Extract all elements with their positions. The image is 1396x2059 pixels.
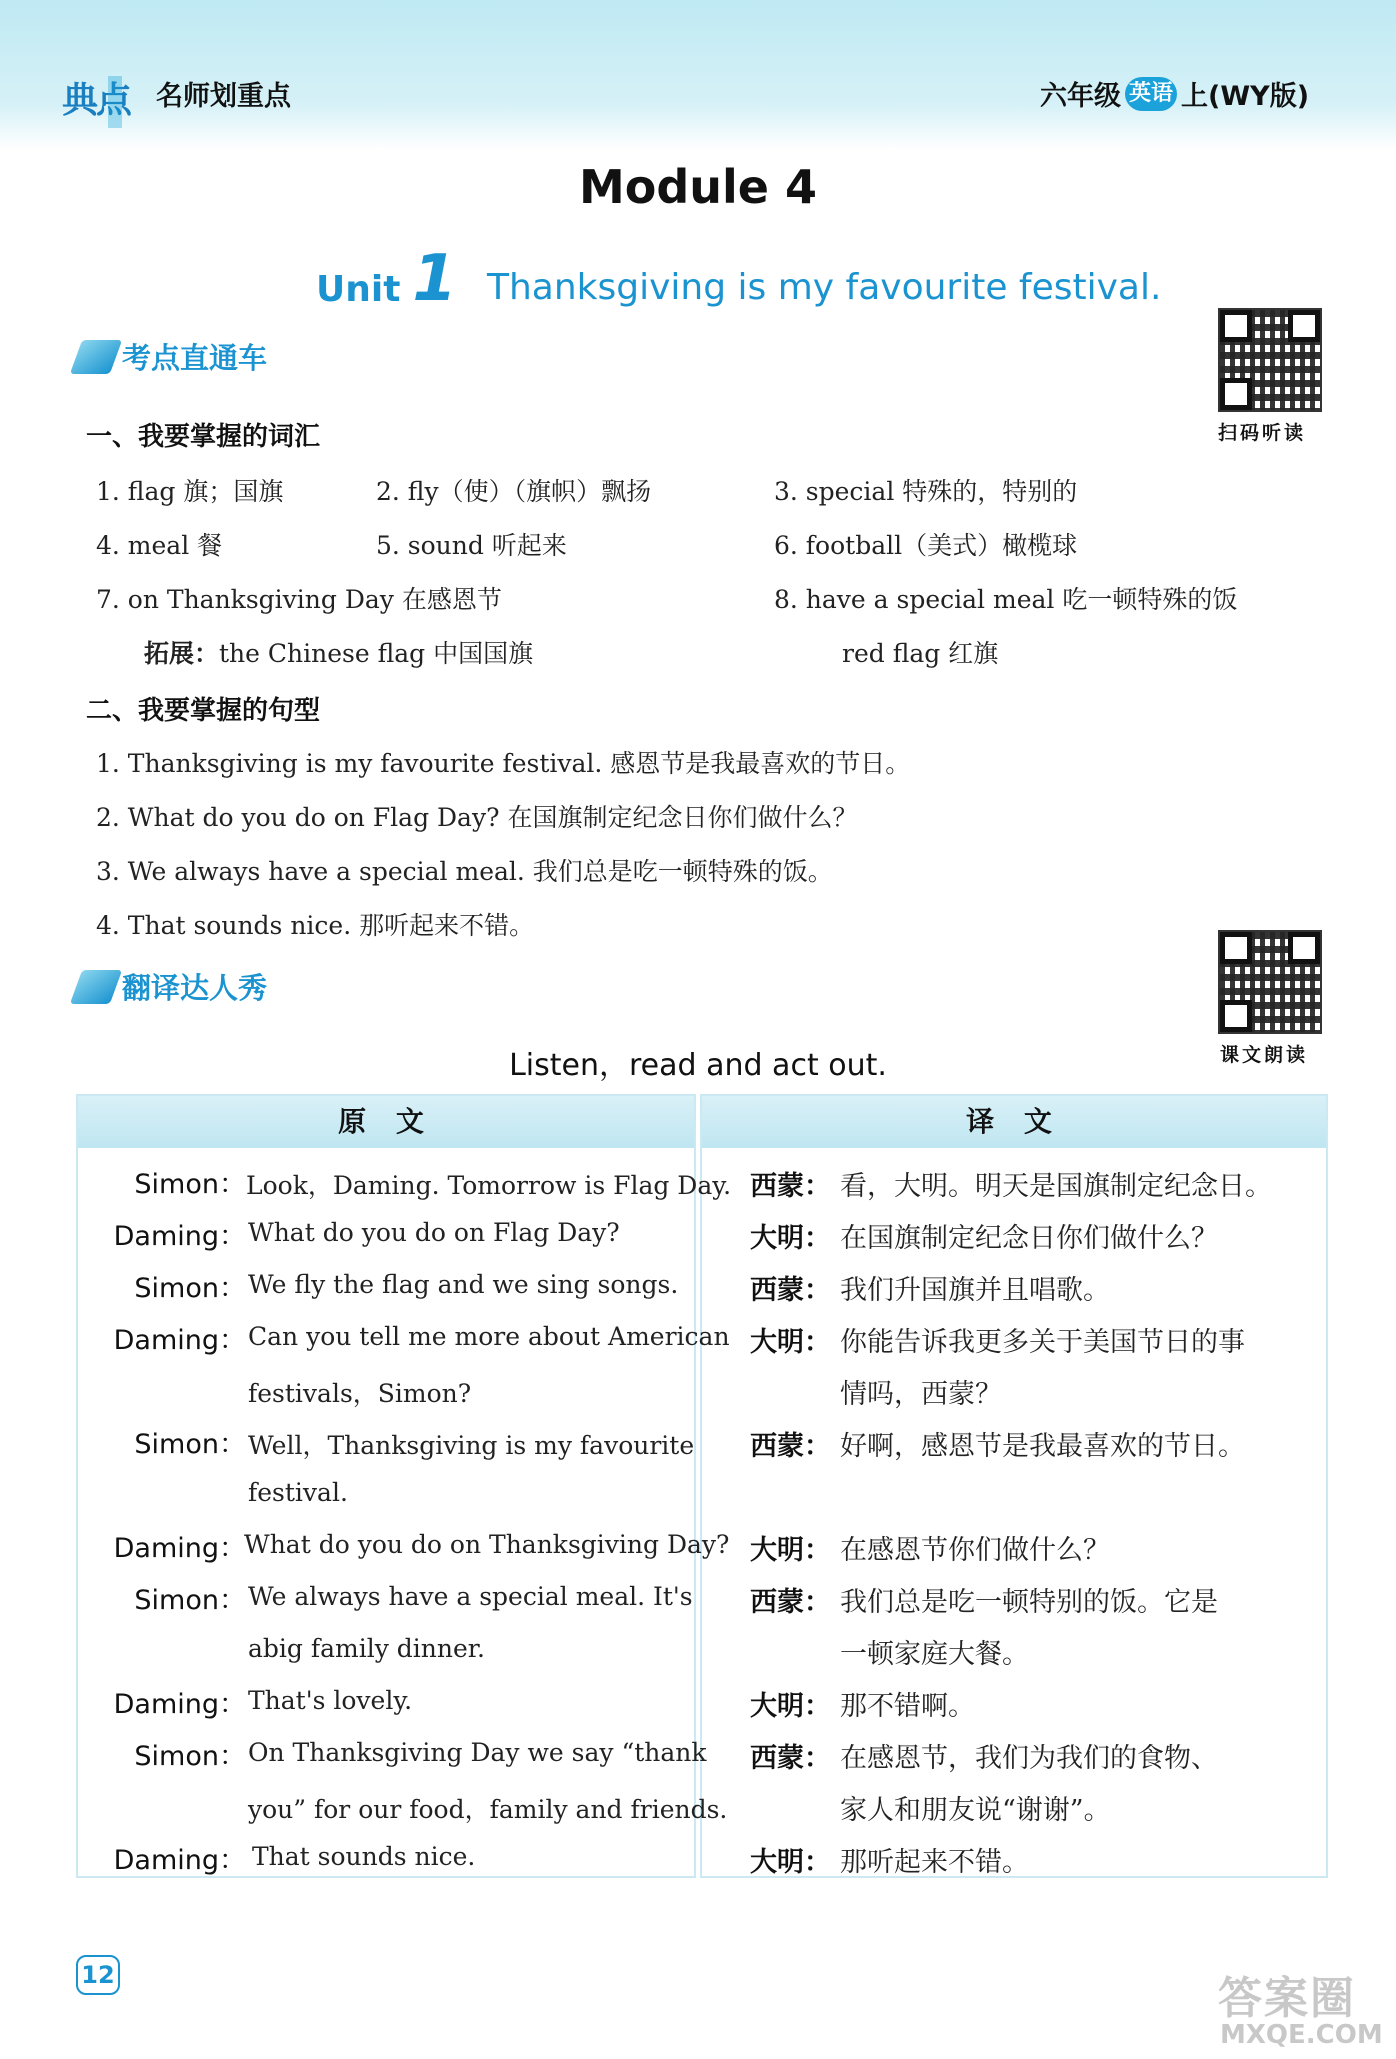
vocab-item: 5. sound 听起来: [376, 531, 567, 560]
translation-speaker: 大明：: [750, 1327, 831, 1358]
translation-speaker: 西蒙：: [750, 1431, 831, 1462]
translation-line: 那不错啊。: [840, 1691, 975, 1722]
subject-badge: 英语: [1125, 77, 1177, 111]
dialogue-line: festival.: [248, 1478, 348, 1507]
vocab-item: 1. flag 旗；国旗: [96, 477, 284, 506]
vocab-item: 8. have a special meal 吃一顿特殊的饭: [774, 585, 1238, 614]
qr-label-listen: 扫码听读: [1218, 422, 1307, 444]
extension-item: [144, 634, 533, 670]
watermark-logo: 答案圈: [1218, 1973, 1356, 2024]
translation-line: 你能告诉我更多关于美国节日的事: [840, 1327, 1245, 1358]
speaker-name: Simon：: [134, 1585, 246, 1616]
unit-number: 1: [412, 242, 457, 316]
section-title-text: 翻译达人秀: [122, 971, 268, 1005]
grade-suffix: 上(WY版): [1181, 81, 1310, 112]
brand-text: 名师划重点: [156, 81, 291, 112]
vocab-heading: 一、我要掌握的词汇: [86, 422, 321, 452]
translation-speaker: 大明：: [750, 1691, 831, 1722]
dialogue-line: We always have a special meal. It's: [248, 1582, 693, 1611]
dialogue-line: On Thanksgiving Day we say “thank: [248, 1738, 707, 1767]
sentence-item: 1. Thanksgiving is my favourite festival. 感恩节是我最喜欢的节日。: [96, 749, 911, 778]
page-number: 12: [76, 1955, 120, 1995]
dialogue-line: you” for our food，family and friends.: [248, 1795, 728, 1824]
translation-line: 一顿家庭大餐。: [840, 1639, 1029, 1670]
grade-label: [1040, 74, 1309, 113]
vocab-item: 3. special 特殊的，特别的: [774, 477, 1078, 506]
translation-speaker: 西蒙：: [750, 1743, 831, 1774]
translation-speaker: 西蒙：: [750, 1587, 831, 1618]
plus-icon: [108, 76, 122, 128]
translation-line: 我们总是吃一顿特别的饭。它是: [840, 1587, 1218, 1618]
extension-label: 拓展：: [144, 639, 220, 668]
translation-line: 好啊，感恩节是我最喜欢的节日。: [840, 1431, 1245, 1462]
unit-title-line: [316, 242, 1162, 316]
speaker-name: Simon：: [134, 1741, 246, 1772]
qr-code-icon[interactable]: [1218, 930, 1322, 1034]
translation-line: 在感恩节你们做什么？: [840, 1535, 1110, 1566]
unit-title: Thanksgiving is my favourite festival.: [486, 267, 1162, 308]
speaker-name: Daming：: [113, 1689, 246, 1720]
brand-logo-text: 典点: [62, 80, 131, 121]
speaker-name: Daming：: [113, 1533, 246, 1564]
instruction: Listen，read and act out.: [509, 1048, 887, 1083]
dialogue-line: abig family dinner.: [248, 1634, 485, 1663]
speaker-name: Simon：: [134, 1273, 246, 1304]
translation-speaker: 西蒙：: [750, 1275, 831, 1306]
sentence-item: 3. We always have a special meal. 我们总是吃一顿特殊的饭。: [96, 857, 833, 886]
translation-line: 那听起来不错。: [840, 1847, 1029, 1878]
module-title: Module 4: [578, 160, 818, 214]
translation-header: 译 文: [702, 1096, 1326, 1148]
translation-speaker: 大明：: [750, 1223, 831, 1254]
sentence-item: 2. What do you do on Flag Day? 在国旗制定纪念日你们做什么？: [96, 803, 858, 832]
qr-code-icon[interactable]: [1218, 308, 1322, 412]
dialogue-line: Look，Daming. Tomorrow is Flag Day.: [246, 1171, 732, 1200]
dialogue-line: What do you do on Thanksgiving Day?: [244, 1530, 730, 1559]
translation-line: 看，大明。明天是国旗制定纪念日。: [840, 1171, 1272, 1202]
speaker-name: Daming：: [113, 1325, 246, 1356]
original-header: 原 文: [78, 1096, 694, 1148]
translation-line: 情吗，西蒙？: [840, 1379, 1002, 1410]
speaker-name: Simon：: [134, 1169, 246, 1200]
translation-line: 在国旗制定纪念日你们做什么？: [840, 1223, 1218, 1254]
unit-word: Unit: [316, 269, 401, 310]
grade-prefix: 六年级: [1040, 81, 1121, 112]
watermark-url: MXQE.COM: [1220, 2020, 1383, 2050]
extension-text: the Chinese flag 中国国旗: [219, 639, 534, 668]
translation-line: 家人和朋友说“谢谢”。: [840, 1795, 1111, 1826]
speaker-name: Daming：: [113, 1845, 246, 1876]
vocab-item: 4. meal 餐: [96, 531, 223, 560]
vocab-item: 7. on Thanksgiving Day 在感恩节: [96, 585, 502, 614]
translation-line: 我们升国旗并且唱歌。: [840, 1275, 1110, 1306]
section-title-text: 考点直通车: [122, 341, 268, 375]
translation-speaker: 西蒙：: [750, 1171, 831, 1202]
sentence-item: 4. That sounds nice. 那听起来不错。: [96, 911, 535, 940]
translation-speaker: 大明：: [750, 1535, 831, 1566]
translation-speaker: 大明：: [750, 1847, 831, 1878]
dialogue-line: That sounds nice.: [252, 1842, 476, 1871]
pen-icon: [70, 970, 122, 1004]
extension-item: red flag 红旗: [842, 639, 999, 668]
vocab-item: 2. fly（使）（旗帜）飘扬: [376, 477, 652, 506]
dialogue-line: What do you do on Flag Day?: [248, 1218, 620, 1247]
speaker-name: Daming：: [113, 1221, 246, 1252]
vocab-item: 6. football（美式）橄榄球: [774, 531, 1078, 560]
section-title-translation: [76, 966, 267, 1007]
translation-line: 在感恩节，我们为我们的食物、: [840, 1743, 1218, 1774]
dialogue-line: festivals，Simon?: [248, 1379, 472, 1408]
section-title-key-points: [76, 336, 267, 377]
qr-label-read: 课文朗读: [1220, 1044, 1309, 1066]
dialogue-line: Can you tell me more about American: [248, 1322, 730, 1351]
dialogue-line: Well，Thanksgiving is my favourite: [248, 1431, 695, 1460]
brand-logo: [62, 72, 140, 120]
dialogue-line: We fly the flag and we sing songs.: [248, 1270, 679, 1299]
sentence-heading: 二、我要掌握的句型: [86, 696, 321, 726]
speaker-name: Simon：: [134, 1429, 246, 1460]
dialogue-line: That's lovely.: [248, 1686, 413, 1715]
pen-icon: [70, 340, 122, 374]
